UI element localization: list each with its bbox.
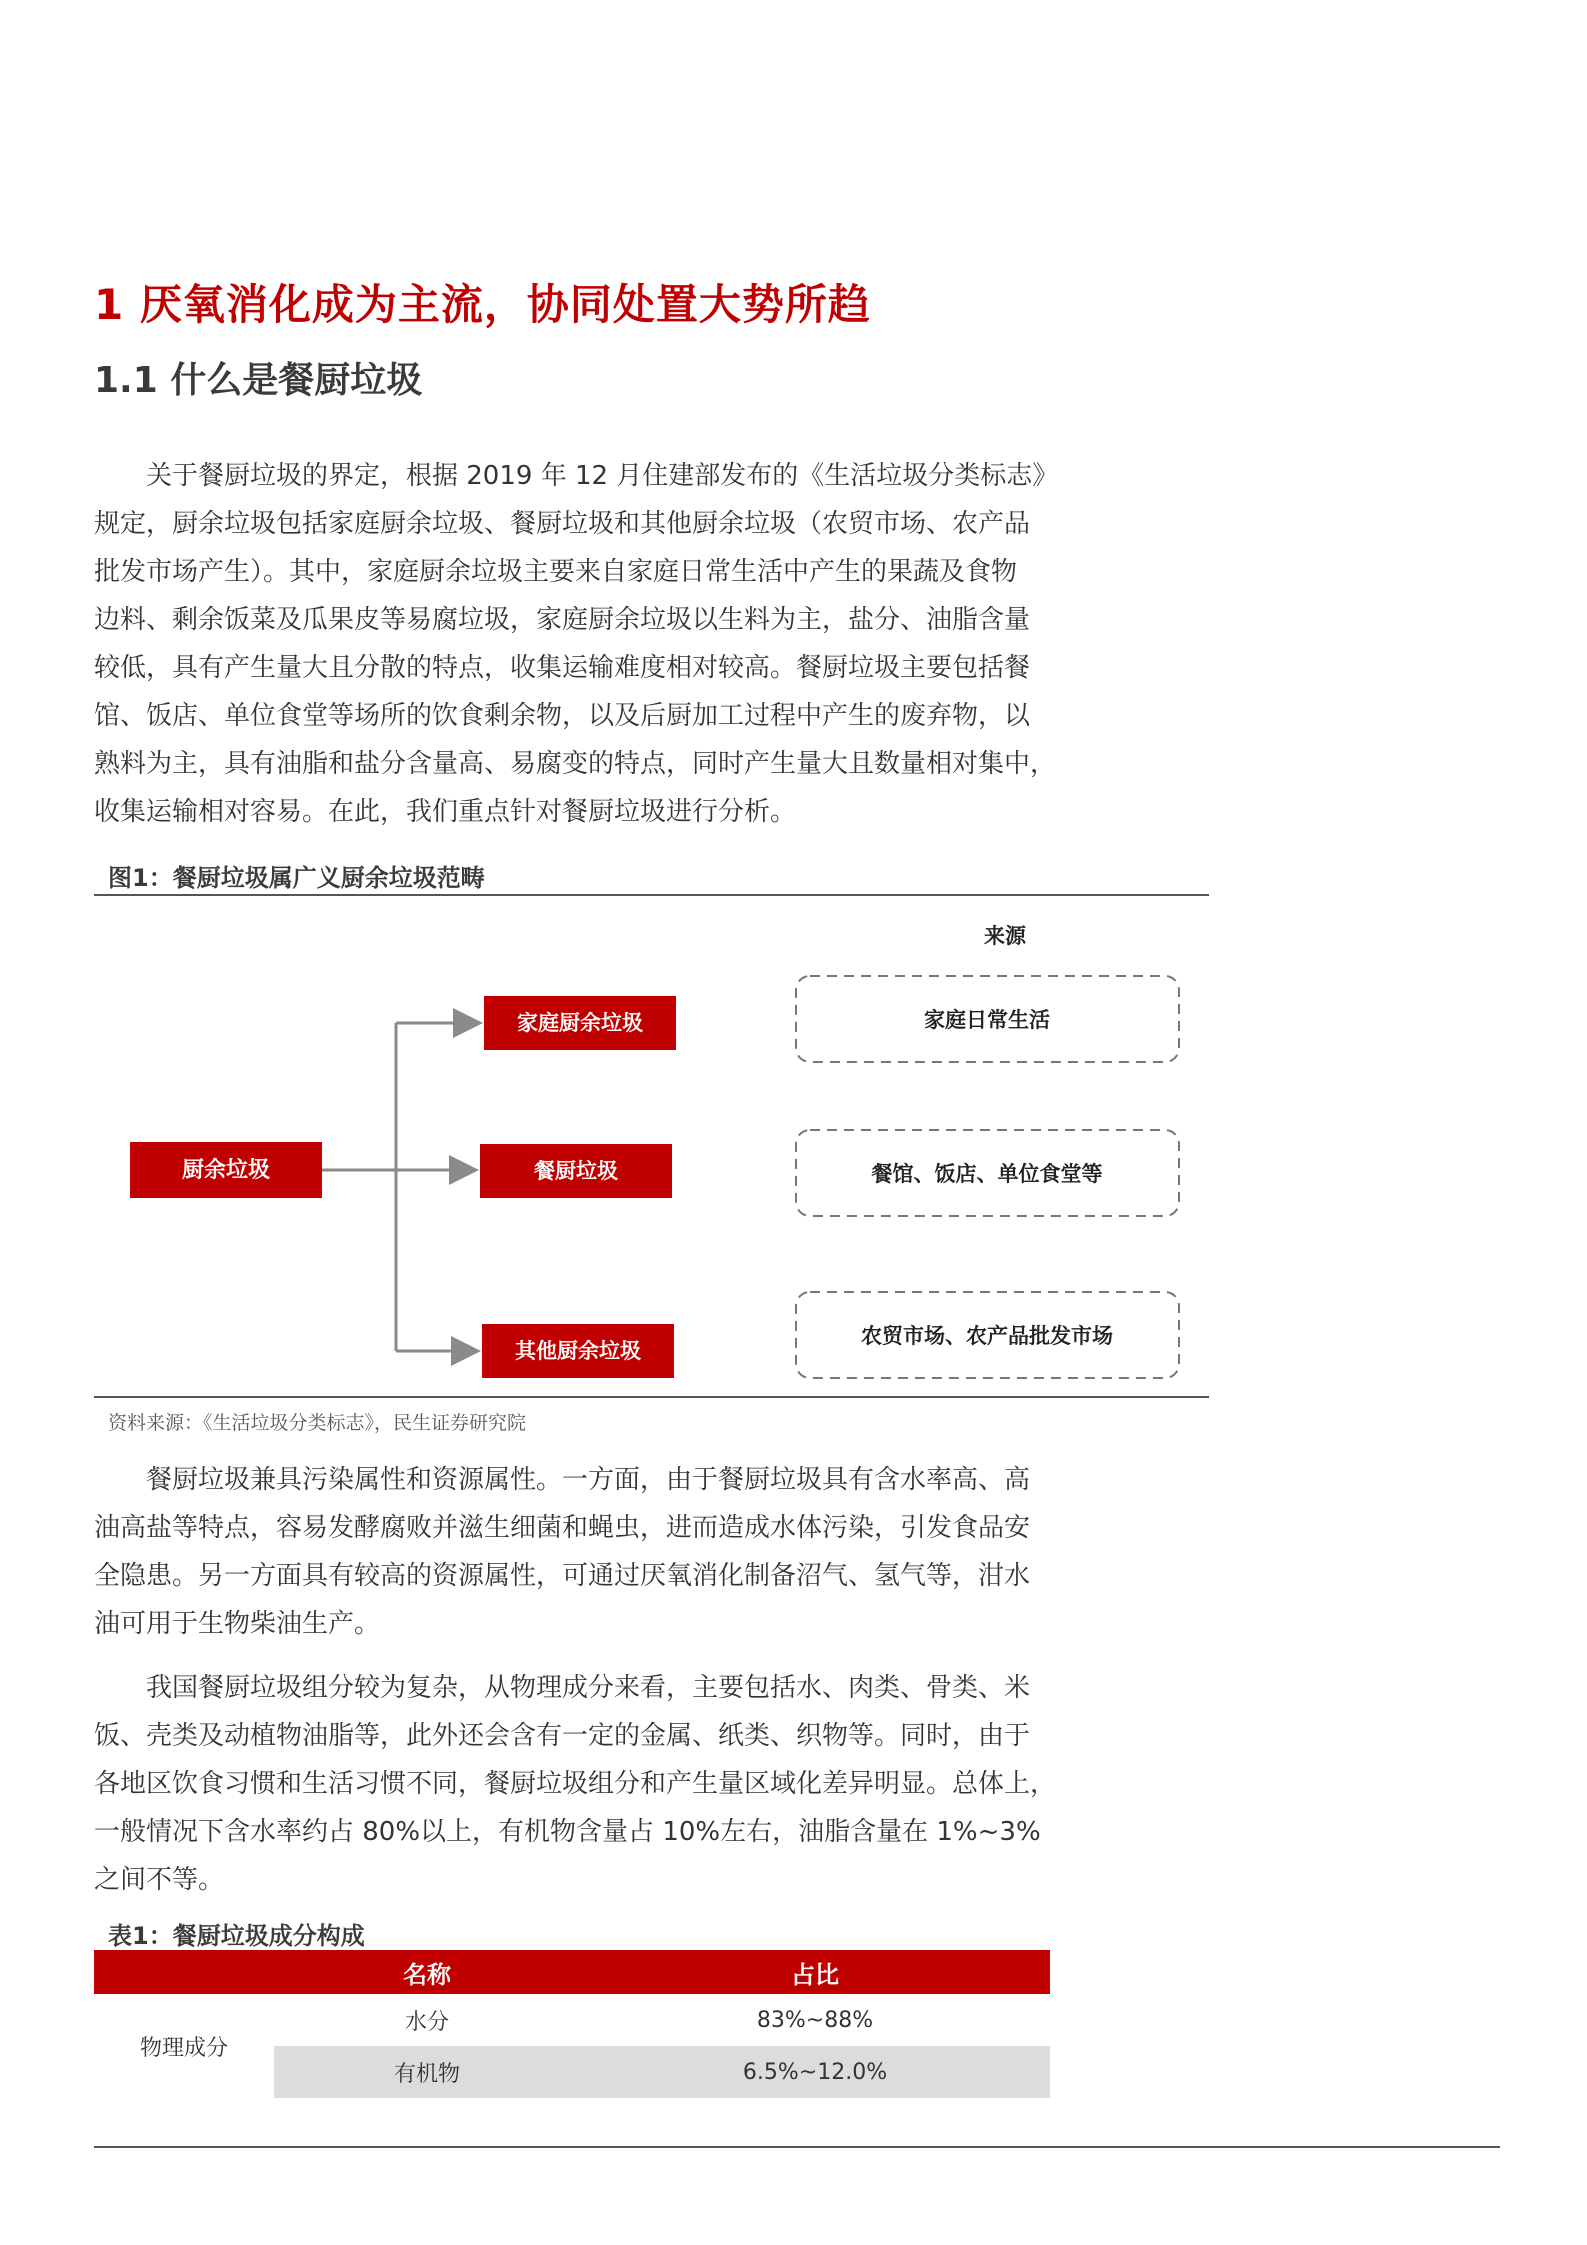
table-group-cell: 物理成分 xyxy=(139,2035,228,2061)
paragraph-line: 之间不等。 xyxy=(94,1865,225,1895)
root-node xyxy=(130,1142,322,1198)
source-header: 来源 xyxy=(984,924,1026,948)
paragraph-line: 规定，厨余垃圾包括家庭厨余垃圾、餐厨垃圾和其他厨余垃圾（农贸市场、农产品 xyxy=(94,509,1031,539)
branch-node-other xyxy=(482,1324,674,1378)
paragraph-line: 全隐患。另一方面具有较高的资源属性，可通过厌氧消化制备沼气、氢气等，泔水 xyxy=(94,1561,1031,1591)
attributes-paragraph xyxy=(94,1456,1044,1648)
table-cell-ratio: 83%~88% xyxy=(756,2007,874,2033)
paragraph-line: 收集运输相对容易。在此，我们重点针对餐厨垃圾进行分析。 xyxy=(94,797,797,827)
source-box-market xyxy=(796,1292,1179,1378)
table-header-ratio: 占比 xyxy=(580,1950,1050,1994)
table-row xyxy=(94,1994,1050,2046)
paragraph-line: 各地区饮食习惯和生活习惯不同，餐厨垃圾组分和产生量区域化差异明显。总体上， xyxy=(94,1769,1057,1799)
branch-node-restaurant xyxy=(480,1144,672,1198)
subsection-heading: 1.1 什么是餐厨垃圾 xyxy=(94,360,423,401)
paragraph-line: 较低，具有产生量大且分散的特点，收集运输难度相对较高。餐厨垃圾主要包括餐 xyxy=(94,653,1031,683)
paragraph-line: 饭、壳类及动植物油脂等，此外还会含有一定的金属、纸类、织物等。同时，由于 xyxy=(94,1721,1031,1751)
classification-diagram xyxy=(94,900,1209,1400)
paragraph-line: 油高盐等特点，容易发酵腐败并滋生细菌和蝇虫，进而造成水体污染，引发食品安 xyxy=(94,1513,1031,1543)
paragraph-line: 关于餐厨垃圾的界定，根据 2019 年 12 月住建部发布的《生活垃圾分类标志》 xyxy=(146,461,1059,491)
table-cell-ratio: 6.5%~12.0% xyxy=(580,2046,1050,2098)
branch-node-label: 餐厨垃圾 xyxy=(534,1159,618,1183)
figure-source-note: 资料来源：《生活垃圾分类标志》，民生证券研究院 xyxy=(108,1412,527,1434)
source-box-label: 家庭日常生活 xyxy=(924,1008,1050,1032)
source-box-label: 餐馆、饭店、单位食堂等 xyxy=(871,1162,1103,1186)
table-cell-name: 水分 xyxy=(404,2009,449,2035)
intro-paragraph xyxy=(94,452,1059,836)
composition-paragraph xyxy=(94,1664,1057,1904)
root-node-label: 厨余垃圾 xyxy=(181,1158,271,1183)
table-cell-name: 有机物 xyxy=(274,2046,580,2098)
paragraph-line: 馆、饭店、单位食堂等场所的饮食剩余物，以及后厨加工过程中产生的废弃物，以 xyxy=(94,701,1031,731)
source-box-restaurant xyxy=(796,1130,1179,1216)
composition-table xyxy=(94,1950,1050,2098)
paragraph-line: 边料、剩余饭菜及瓜果皮等易腐垃圾，家庭厨余垃圾以生料为主，盐分、油脂含量 xyxy=(94,605,1031,635)
table-header-row xyxy=(94,1950,1050,1994)
figure-bottom-rule xyxy=(94,1396,1209,1398)
branch-node-household xyxy=(484,996,676,1050)
figure-top-rule xyxy=(94,894,1209,896)
paragraph-line: 熟料为主，具有油脂和盐分含量高、易腐变的特点，同时产生量大且数量相对集中， xyxy=(94,749,1057,779)
paragraph-line: 一般情况下含水率约占 80%以上，有机物含量占 10%左右，油脂含量在 1%~3% xyxy=(94,1817,1041,1847)
table-header-name: 名称 xyxy=(274,1950,580,1994)
branch-node-label: 家庭厨余垃圾 xyxy=(517,1011,643,1035)
footer-rule xyxy=(94,2146,1500,2148)
paragraph-line: 我国餐厨垃圾组分较为复杂，从物理成分来看，主要包括水、肉类、骨类、米 xyxy=(146,1673,1031,1703)
paragraph-line: 餐厨垃圾兼具污染属性和资源属性。一方面，由于餐厨垃圾具有含水率高、高 xyxy=(146,1465,1031,1495)
source-box-household xyxy=(796,976,1179,1062)
section-heading: 1 厌氧消化成为主流，协同处置大势所趋 xyxy=(94,280,871,329)
table-header-blank xyxy=(94,1950,274,1994)
branch-node-label: 其他厨余垃圾 xyxy=(515,1339,641,1363)
paragraph-line: 批发市场产生）。其中，家庭厨余垃圾主要来自家庭日常生活中产生的果蔬及食物 xyxy=(94,557,1018,587)
source-box-label: 农贸市场、农产品批发市场 xyxy=(861,1324,1113,1348)
connector-lines xyxy=(322,1023,480,1351)
paragraph-line: 油可用于生物柴油生产。 xyxy=(94,1609,381,1639)
table-caption: 表1：餐厨垃圾成分构成 xyxy=(108,1922,365,1950)
figure-caption: 图1：餐厨垃圾属广义厨余垃圾范畴 xyxy=(108,864,485,892)
